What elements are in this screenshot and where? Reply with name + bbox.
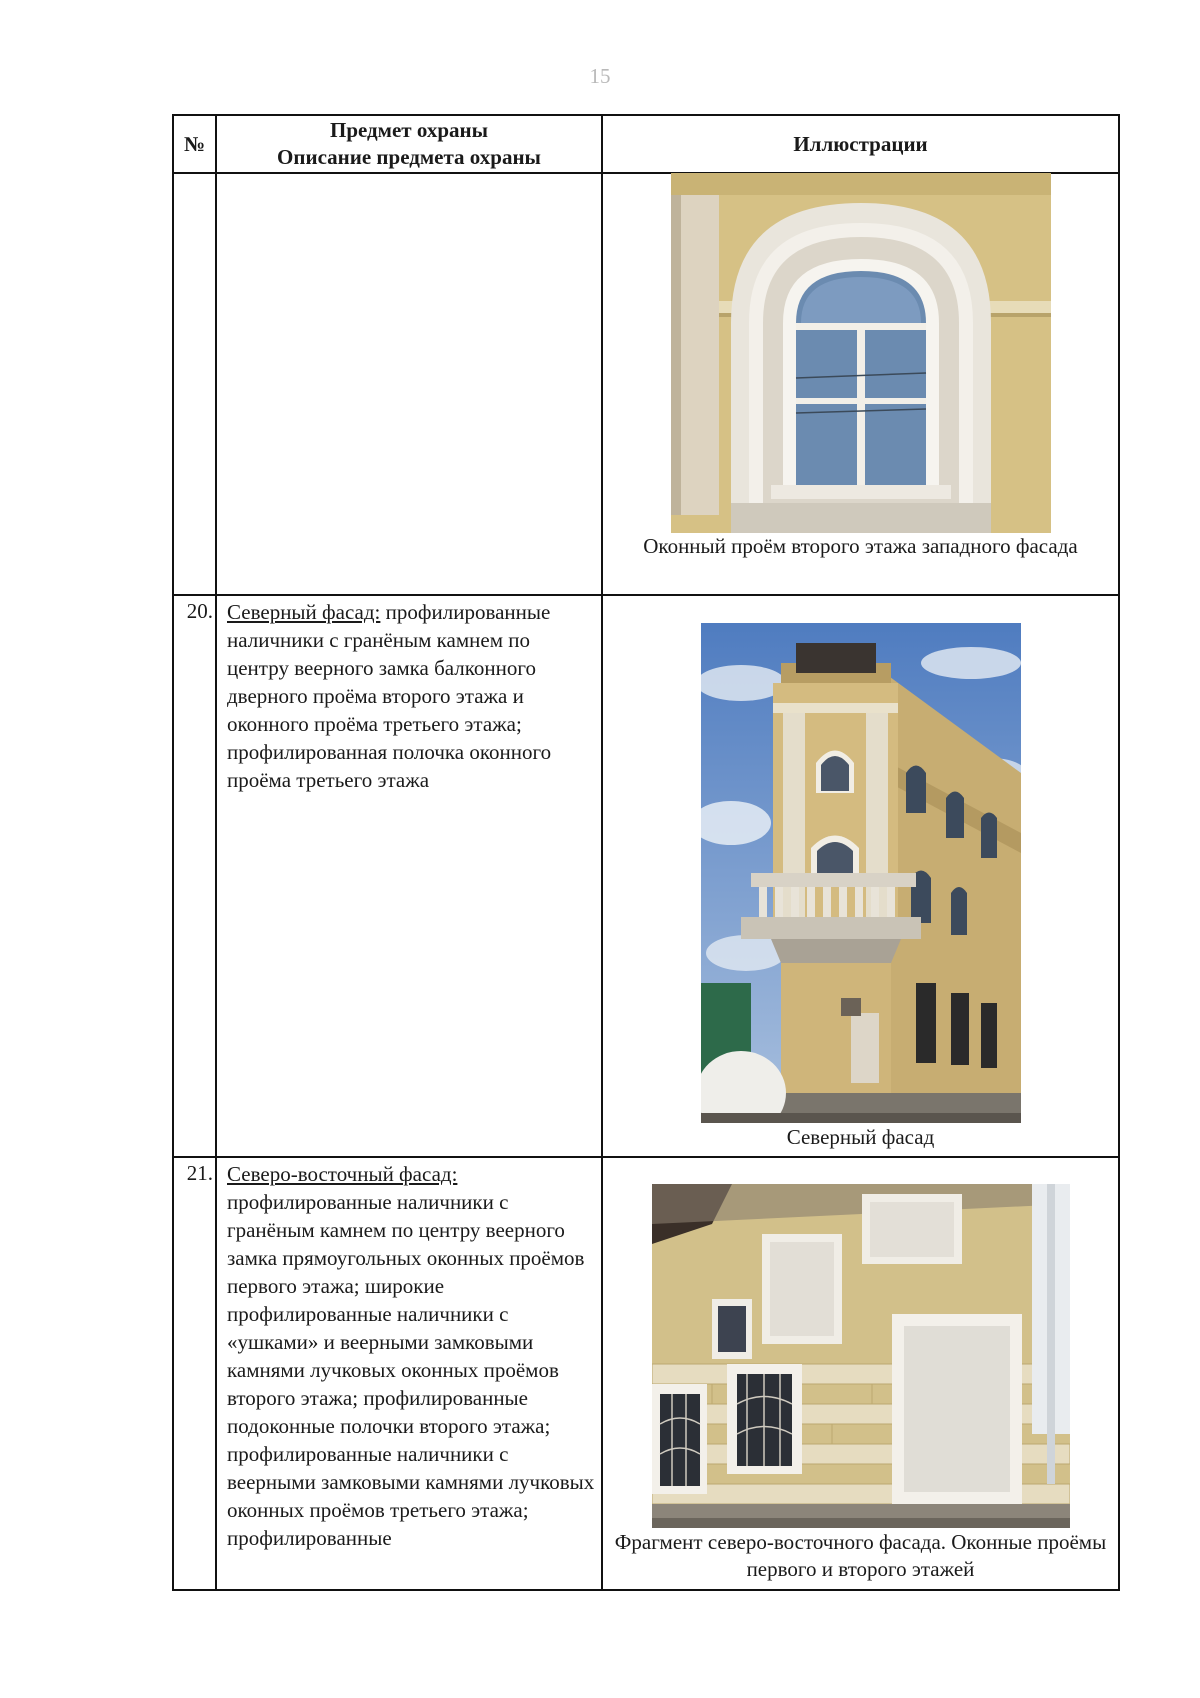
header-subject <box>216 115 602 173</box>
row-number: 21. <box>173 1157 216 1590</box>
row-description-text: профилированные наличники с гранёным камнем по центру веерного замка прямоугольных оконных проёмов первого этажа; широкие профилированные наличники с «ушками» и веерными замковыми камнями лучковых оконных проёмов второго этажа; профилированные подоконные полочки второго этажа; профилированные наличники с веерными замковыми камнями лучковых оконных проёмов третьего этажа; профилированные <box>227 1190 595 1550</box>
table-row <box>173 595 1119 1157</box>
header-subject-title: Предмет охраны <box>329 118 489 142</box>
page-number: 15 <box>589 64 611 88</box>
row-description-text: профилированные наличники с гранёным камнем по центру веерного замка балконного дверного проёма второго этажа и оконного проёма третьего этажа; профилированная полочка оконного проёма третьего этажа <box>227 600 552 792</box>
row-number <box>173 173 216 595</box>
northeast-facade-photo <box>652 1184 1070 1528</box>
table-row <box>173 1157 1119 1590</box>
header-number: № <box>173 115 216 173</box>
north-facade-tower-photo <box>701 623 1021 1123</box>
row-caption: Фрагмент северо-восточного фасада. Оконные проёмы первого и второго этажей <box>614 1530 1107 1581</box>
row-description-title: Северный фасад: <box>227 600 381 624</box>
row-description <box>216 595 602 1157</box>
row-description-title: Северо-восточный фасад: <box>227 1162 458 1186</box>
table-header-row <box>173 115 1119 173</box>
row-number: 20. <box>173 595 216 1157</box>
row-description <box>216 1157 602 1590</box>
row-caption: Северный фасад <box>786 1125 935 1149</box>
row-illustration <box>602 595 1119 1157</box>
row-illustration <box>602 173 1119 595</box>
table-row <box>173 173 1119 595</box>
protection-table <box>172 114 1120 1591</box>
row-illustration <box>602 1157 1119 1590</box>
row-caption: Оконный проём второго этажа западного фасада <box>643 534 1078 558</box>
header-subject-desc: Описание предмета охраны <box>277 145 541 169</box>
window-arch-photo <box>671 173 1051 533</box>
header-illustrations: Иллюстрации <box>602 115 1119 173</box>
row-description <box>216 173 602 595</box>
